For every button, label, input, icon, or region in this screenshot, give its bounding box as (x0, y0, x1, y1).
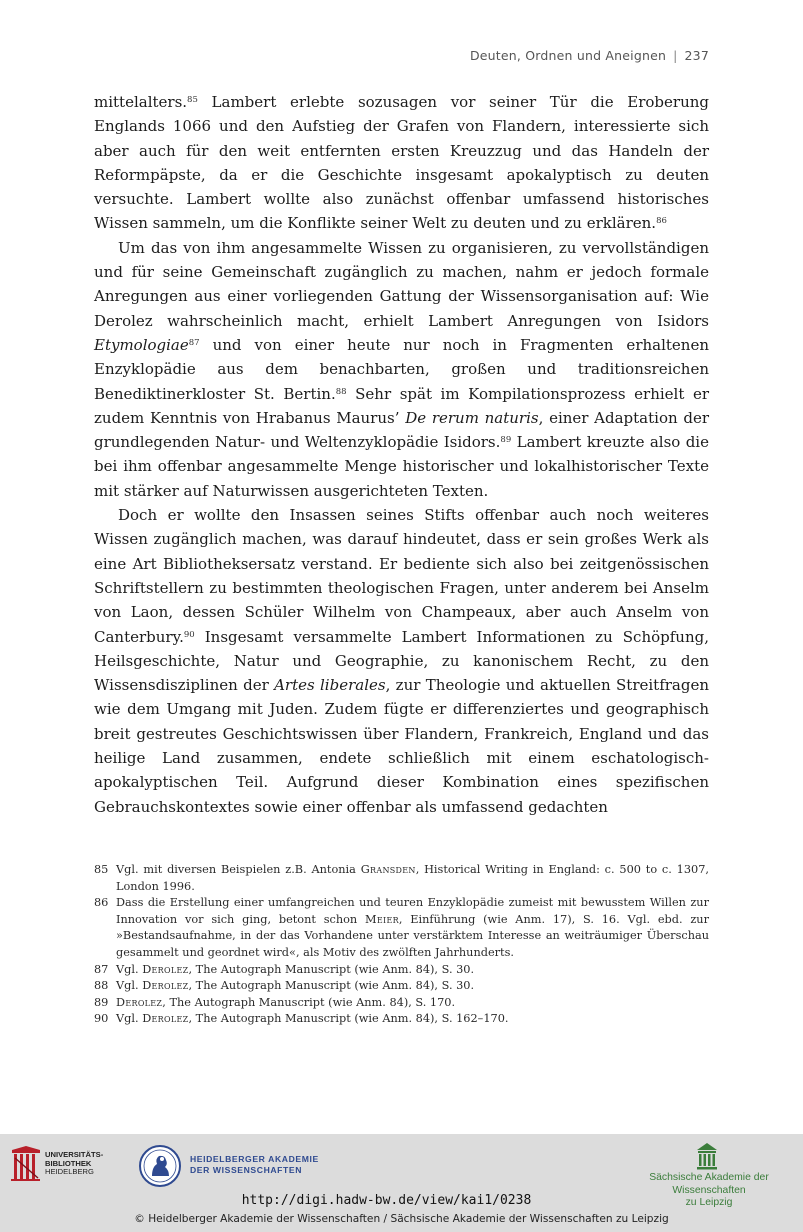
footnote-number: 85 (94, 863, 109, 876)
footnote-text: , The Autograph Manuscript (wie Anm. 84), S. 30. (188, 962, 475, 976)
footnote-ref-87[interactable]: 87 (188, 337, 200, 348)
paragraph-2 (94, 236, 709, 503)
permalink-url[interactable]: http://digi.hadw-bw.de/view/kai1/0238 (241, 1193, 532, 1208)
footnote-number: 89 (94, 995, 109, 1009)
page-number: 237 (684, 48, 709, 63)
footnote-88 (94, 978, 709, 995)
running-head-title: Deuten, Ordnen und Aneignen (469, 48, 667, 63)
running-head-separator: | (673, 48, 678, 63)
author-name: Derolez (142, 1012, 189, 1026)
text-run: Lambert erlebte sozusagen vor seiner Tür die Eroberung Englands 1066 und den Aufstieg der Grafen von Flandern, interessierte sich aber auch für den weit entfernten ersten Kreuzzug und das Handeln der Reformpäpste, da er die Geschichte insgesamt apokalyptisch zu deuten versuchte. Lambert wollte also zunächst offenbar umfassend historisches Wissen sammeln, um die Konflikte seiner Welt zu deuten und zu erklären. (94, 93, 709, 233)
text-run: Insgesamt versammelte Lambert Informationen zu Schöpfung, Heilsgeschichte, Natur und Geographie, zu kanonischem Recht, zu den Wissensdisziplinen der (94, 627, 709, 695)
footnote-ref-85[interactable]: 85 (187, 95, 198, 105)
footnote-86 (94, 895, 709, 961)
text-run: Um das von ihm angesammelte Wissen zu organisieren, zu vervollständigen und für seine Gemeinschaft zugänglich zu machen, nahm er jedoch formale Anregungen aus einer vorliegenden Gattung der Wissensorganisation auf: Wie Derolez wahrscheinlich macht, erhielt Lambert Anregungen von Isidors (94, 238, 709, 330)
footnote-number: 88 (94, 979, 109, 993)
italic-title-etymologiae: Etymologiae (94, 335, 189, 354)
body-text (94, 90, 709, 819)
footnote-text: , The Autograph Manuscript (wie Anm. 84), S. 162–170. (188, 1012, 509, 1026)
author-name: Meier (364, 912, 399, 926)
footnote-ref-90[interactable]: 90 (183, 629, 195, 640)
footnote-text: Vgl. (116, 979, 143, 993)
footnote-87 (94, 962, 709, 979)
author-name: Derolez (142, 979, 189, 993)
footnote-90 (94, 1011, 709, 1028)
footnote-text: , Historical Writing in England: c. 500 to c. 1307, London 1996. (116, 863, 709, 893)
footnote-text: Vgl. (116, 962, 143, 976)
text-run: Sehr spät im Kompilationsprozess erhielt er zudem Kenntnis von Hrabanus Maurus’ (94, 384, 709, 427)
footnote-ref-86[interactable]: 86 (656, 216, 667, 227)
text-run: und von einer heute nur noch in Fragmenten erhaltenen Enzyklopädie aus dem benachbarten, großen und traditionsreichen Benediktinerkloster St. Bertin. (94, 335, 709, 403)
text-run: mittelalters. (94, 93, 188, 111)
hadw-seal-icon[interactable] (138, 1143, 182, 1189)
footnote-89 (94, 995, 709, 1012)
text-run: , zur Theologie und aktuellen Streitfragen wie dem Umgang mit Juden. Zudem fügte er differenziertes und geographisch breit gestreutes Geschichtswissen über Flandern, Frankreich, England und das heilige Land zusammen, endete schließlich mit einem eschatologisch-apokalyptischen Teil. Aufgrund dieser Kombination eines spezifischen Gebrauchskontextes sowie einer offenbar als umfassend gedachten (94, 676, 710, 816)
footnote-text: , The Autograph Manuscript (wie Anm. 84), S. 30. (188, 979, 475, 993)
footnote-85 (94, 862, 709, 895)
footnote-ref-89[interactable]: 89 (500, 435, 512, 446)
hadw-name[interactable]: HEIDELBERGER AKADEMIE DER WISSENSCHAFTEN (190, 1154, 319, 1175)
text-run: Lambert kreuzte also die bei ihm offenbar angesammelte Menge historischer und lokalhistorischer Texte mit stärker auf Naturwissen ausgerichteten Texten. (94, 433, 709, 500)
ub-heidelberg-name[interactable]: UNIVERSITÄTS- BIBLIOTHEK HEIDELBERG (45, 1150, 104, 1177)
footnote-text: , The Autograph Manuscript (wie Anm. 84), S. 170. (162, 995, 456, 1009)
italic-term-artes-liberales: Artes liberales (274, 676, 386, 695)
paragraph-1 (94, 90, 709, 236)
footnote-text: Dass die Erstellung einer umfangreichen und teuren Enzyklopädie zumeist mit bewusstem Willen zur Innovation vor sich ging, betont schon (116, 896, 709, 926)
footnotes (94, 862, 709, 1028)
copyright-notice: © Heidelberger Akademie der Wissenschaften / Sächsische Akademie der Wissenschaften zu Leipzig (134, 1213, 669, 1225)
running-head (470, 48, 709, 63)
saw-leipzig-name[interactable]: Sächsische Akademie der Wissenschaften zu Leipzig (649, 1172, 769, 1208)
text-run: Doch er wollte den Insassen seines Stifts offenbar auch noch weiteres Wissen zugänglich machen, was darauf hindeutet, dass er sein großes Werk als eine Art Bibliotheksersatz verstand. Er bediente sich also bei zeitgenössischen Schriftstellern zu bestimmten theologischen Fragen, unter anderem bei Anselm von Laon, dessen Schüler Wilhelm von Champeaux, aber auch Anselm von Canterbury. (94, 506, 709, 646)
author-name: Derolez (142, 962, 189, 976)
author-name: Gransden (360, 863, 416, 876)
footnote-number: 86 (94, 896, 109, 910)
footnote-ref-88[interactable]: 88 (335, 386, 347, 397)
footnote-text: , Einführung (wie Anm. 17), S. 16. Vgl. ebd. zur »Bestandsaufnahme, in der das Vorhandene unter verstärktem Interesse an weiträumiger Überschau gesammelt und geordnet wird«, als Motiv des zwölften Jahrhunderts. (116, 912, 709, 959)
footnote-number: 87 (94, 962, 109, 976)
footnote-number: 90 (94, 1012, 109, 1026)
italic-title-de-rerum-naturis: De rerum naturis (405, 408, 539, 427)
paragraph-3 (94, 503, 709, 819)
footnote-text: Vgl. mit diversen Beispielen z.B. Antonia (116, 863, 361, 876)
author-name: Derolez (116, 995, 163, 1009)
footnote-text: Vgl. (116, 1012, 143, 1026)
saw-leipzig-building-icon[interactable] (696, 1142, 718, 1170)
text-run: , einer Adaptation der grundlegenden Natur- und Weltenzyklopädie Isidors. (94, 408, 709, 452)
